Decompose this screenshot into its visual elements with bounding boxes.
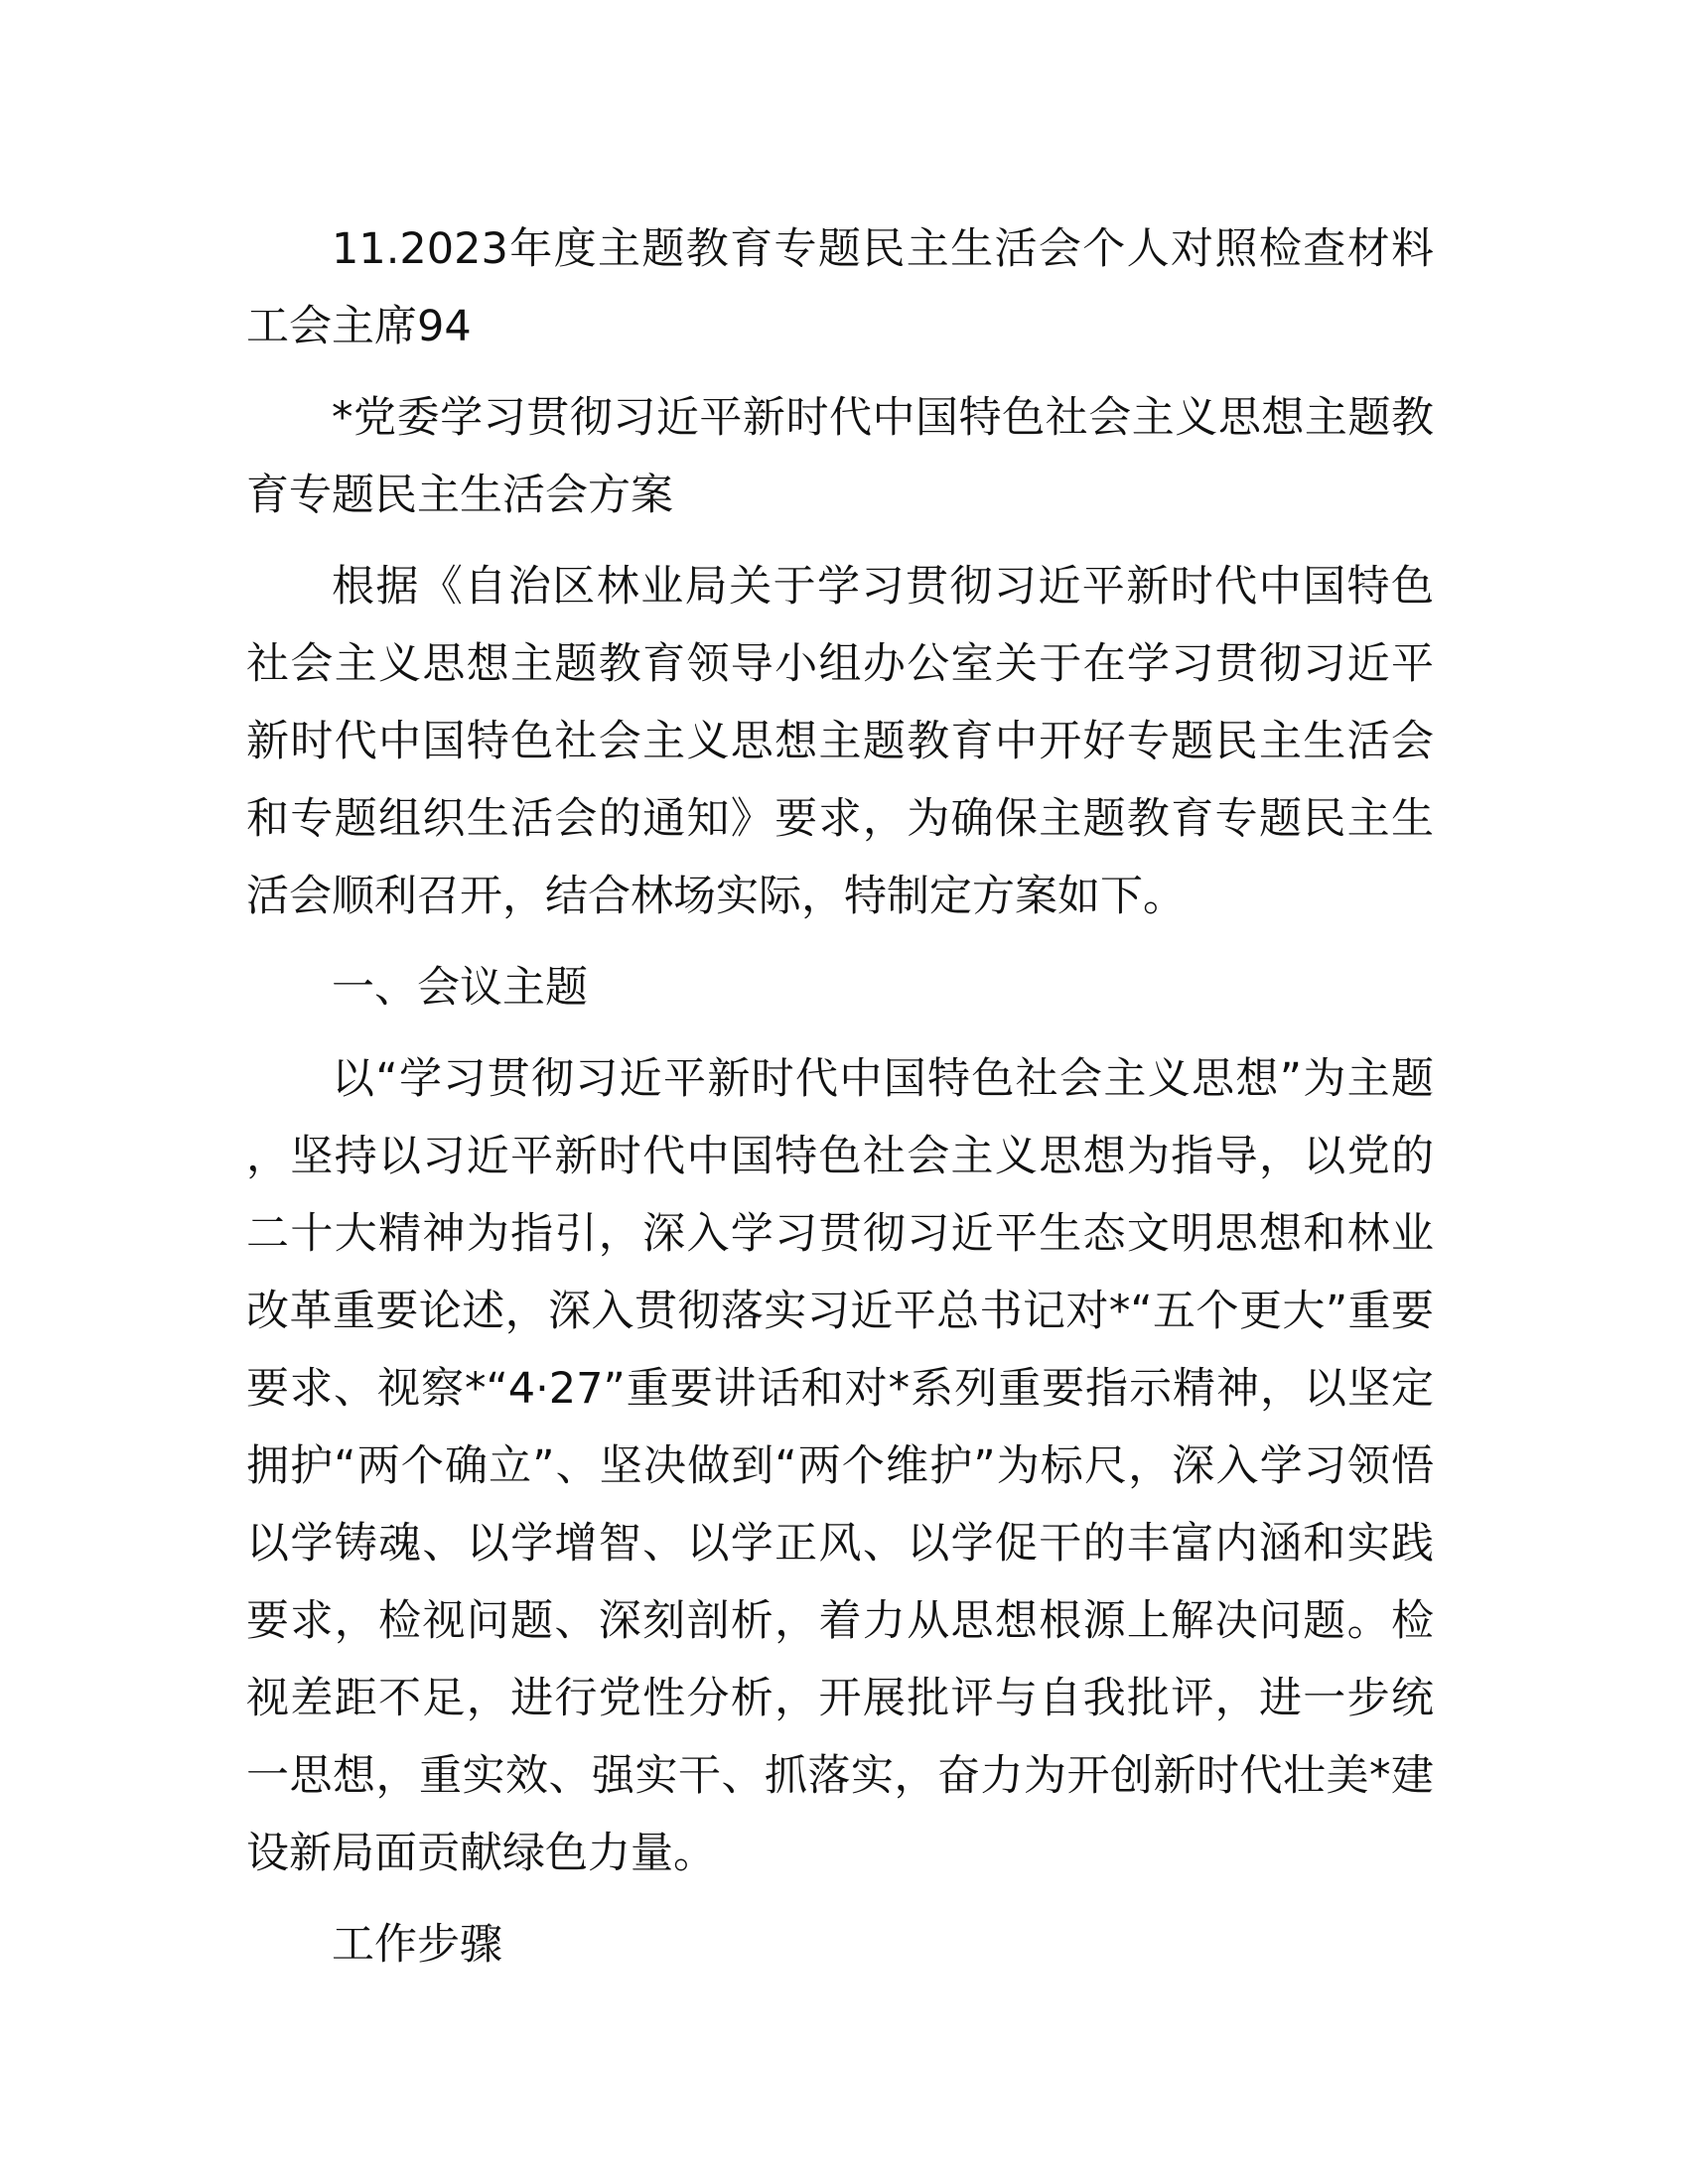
document-title: *党委学习贯彻习近平新时代中国特色社会主义思想主题教育专题民主生活会方案	[246, 393, 1434, 520]
intro-paragraph: 根据《自治区林业局关于学习贯彻习近平新时代中国特色社会主义思想主题教育领导小组办公室关于在学习贯彻习近平新时代中国特色社会主义思想主题教育中开好专题民主生活会和专题组织生活会的通知》要求，为确保主题教育专题民主生活会顺利召开，结合林场实际，特制定方案如下。	[246, 562, 1434, 921]
section-heading-work-steps: 工作步骤	[332, 1920, 502, 1970]
toc-entry: 11.2023年度主题教育专题民主生活会个人对照检查材料工会主席94	[246, 224, 1434, 351]
section-body-meeting-theme: 以“学习贯彻习近平新时代中国特色社会主义思想”为主题，坚持以习近平新时代中国特色社会主义思想为指导，以党的二十大精神为指引，深入学习贯彻习近平生态文明思想和林业改革重要论述，深入贯彻落实习近平总书记对*“五个更大”重要要求、视察*“4·27”重要讲话和对*系列重要指示精神，以坚定拥护“两个确立”、坚决做到“两个维护”为标尺，深入学习领悟以学铸魂、以学增智、以学正风、以学促干的丰富内涵和实践要求，检视问题、深刻剖析，着力从思想根源上解决问题。检视差距不足，进行党性分析，开展批评与自我批评，进一步统一思想，重实效、强实干、抓落实，奋力为开创新时代壮美*建设新局面贡献绿色力量。	[246, 1054, 1434, 1878]
document-body	[246, 210, 1434, 1997]
section-heading-meeting-theme: 一、会议主题	[332, 963, 588, 1013]
